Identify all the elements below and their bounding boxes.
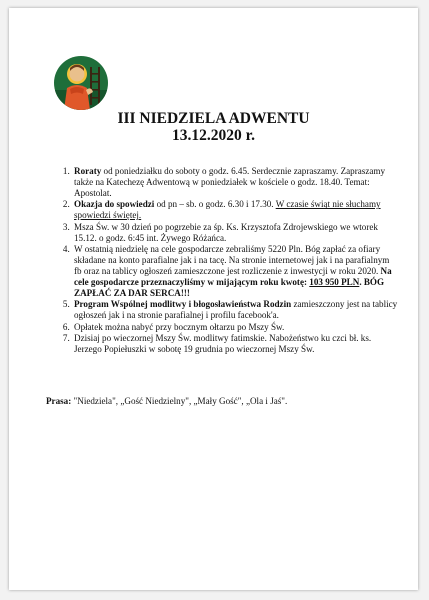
- list-item: [72, 299, 398, 321]
- list-item: [72, 244, 398, 299]
- saint-icon: [54, 56, 108, 110]
- page-title: [9, 110, 418, 144]
- announcements-list: [53, 166, 398, 356]
- press-line: [46, 396, 386, 407]
- item-underlined-text: W czasie świąt nie słuchamy spowiedzi świętej.: [74, 199, 381, 221]
- list-item: [72, 333, 398, 355]
- list-item: [72, 166, 398, 199]
- item-text: od poniedziałku do soboty o godz. 6.45. Serdecznie zapraszamy. Zapraszamy także na Katechezę Adwentową w poniedziałek w kościele o godz. 18.40. Temat: Apostolat.: [74, 166, 386, 198]
- item-text: zamieszczony jest na tablicy ogłoszeń jak i na stronie parafialnej i profilu facebook'a.: [74, 299, 398, 321]
- press-label: Prasa:: [46, 396, 72, 406]
- item-text: Msza Św. w 30 dzień po pogrzebie za śp. Ks. Krzysztofa Zdrojewskiego we wtorek 15.12. o godz. 6:45 int. Żywego Różańca.: [74, 221, 378, 243]
- item-heading: Roraty: [74, 166, 102, 176]
- list-item: [72, 199, 398, 221]
- item-bold-text: . BÓG ZAPŁAĆ ZA DAR SERCA!!!: [74, 276, 385, 298]
- list-item: [72, 322, 398, 333]
- parish-logo: [54, 56, 108, 110]
- item-text: W ostatnią niedzielę na cele gospodarcze zebraliśmy 5220 Pln. Bóg zapłać za ofiary składane na konto parafialne jak i na tacę. Na stronie internetowej jak i na parafialnym fb oraz na tablicy ogłoszeń zamieszczone jest rozliczenie z inwestycji w roku 2020.: [74, 244, 390, 276]
- item-text: od pn – sb. o godz. 6.30 i 17.30.: [154, 199, 276, 210]
- title-line-2: 13.12.2020 r.: [172, 127, 255, 144]
- item-text: Dzisiaj po wieczornej Mszy Św. modlitwy fatimskie. Nabożeństwo ku czci bł. ks. Jerzego Popiełuszki w sobotę 19 grudnia po wieczornej Mszy Św.: [74, 333, 372, 355]
- document-page: [9, 8, 418, 590]
- item-heading: Okazja do spowiedzi: [74, 199, 155, 210]
- item-bold-text: Na cele gospodarcze przeznaczyliśmy w mijającym roku kwotę:: [74, 265, 392, 287]
- item-amount: 103 950 PLN: [309, 276, 360, 287]
- item-heading: Program Wspólnej modlitwy i błogosławieństwa Rodzin: [74, 299, 292, 310]
- title-line-1: III NIEDZIELA ADWENTU: [117, 110, 310, 127]
- press-titles: "Niedziela", „Gość Niedzielny", „Mały Gość", „Ola i Jaś".: [71, 396, 288, 406]
- item-text: Opłatek można nabyć przy bocznym ołtarzu po Mszy Św.: [74, 321, 285, 332]
- list-item: [72, 222, 398, 244]
